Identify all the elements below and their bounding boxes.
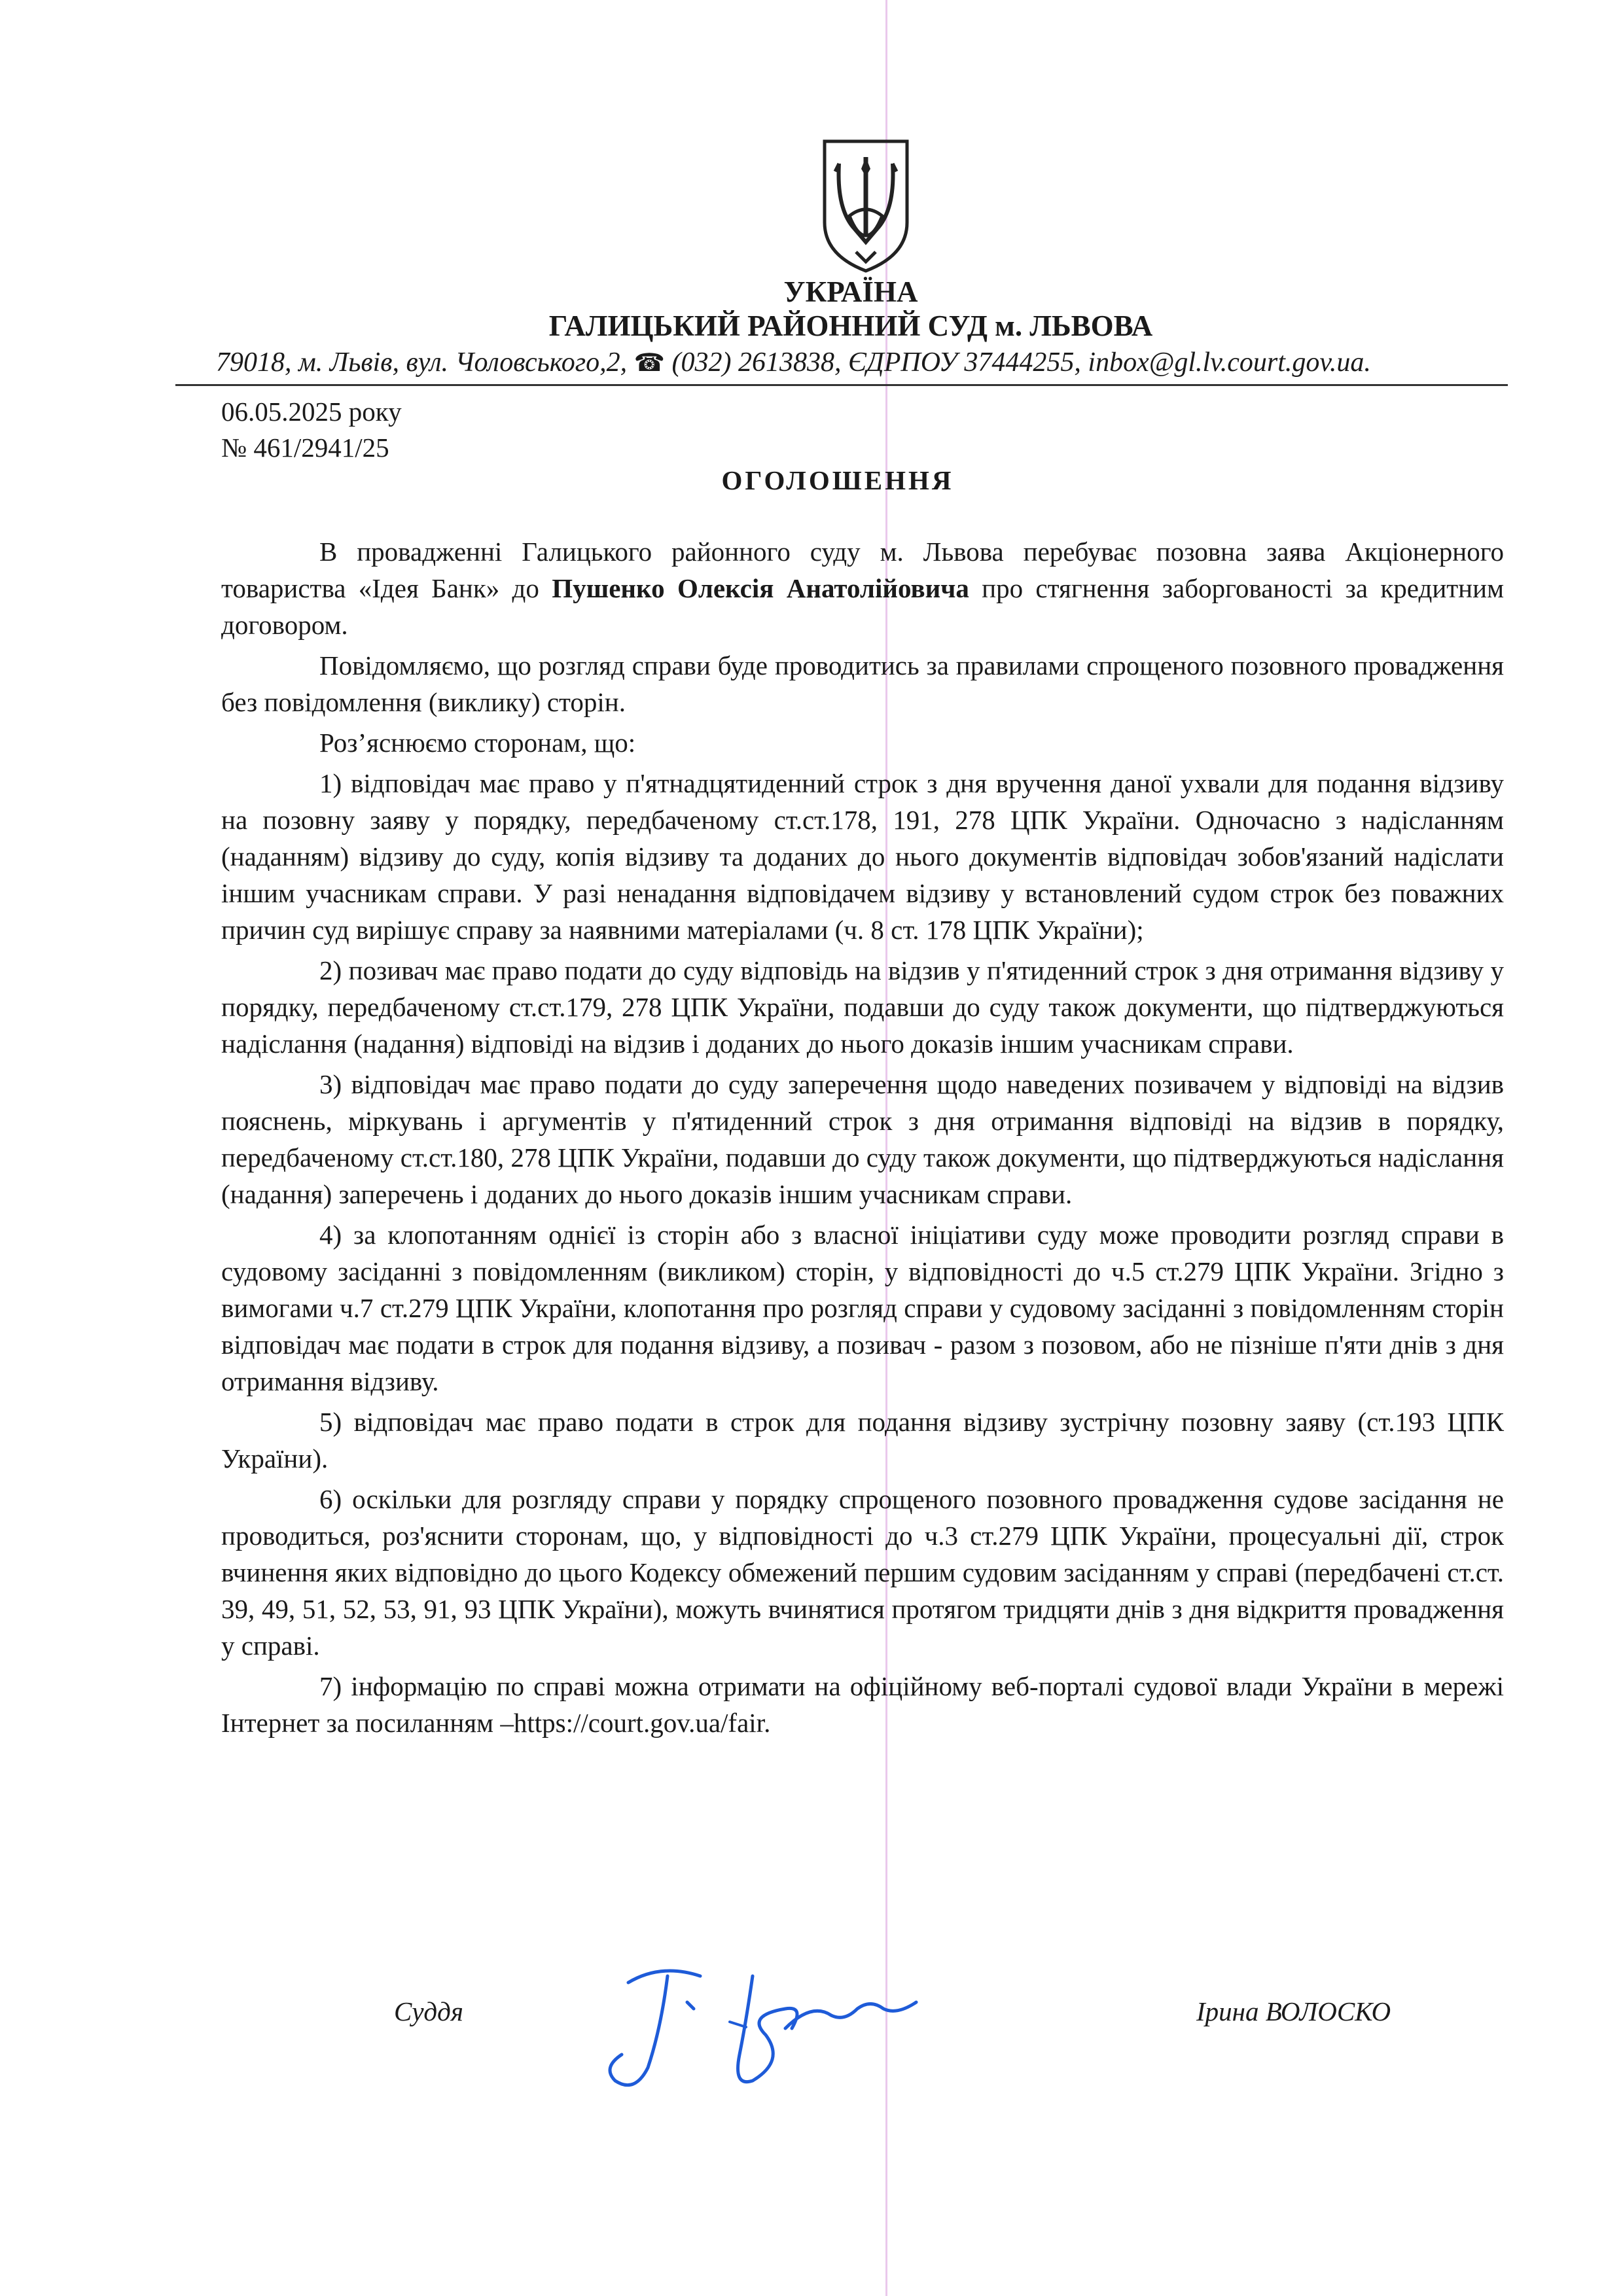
court-heading: ГАЛИЦЬКИЙ РАЙОННИЙ СУД м. ЛЬВОВА: [548, 309, 1153, 342]
court-address: [216, 347, 1479, 378]
list-item: 3) відповідач має право подати до суду заперечення щодо наведених позивачем у відповіді на відзив пояснень, міркувань і аргументів у п'ятиденний строк з дня отримання відповіді на відзив в порядку, передбаченому ст.ст.180, 278 ЦПК України, подавши до суду також документи, що підтверджуються надіслання (надання) заперечень і доданих до нього доказів іншим учасникам справи.: [221, 1069, 1504, 1209]
list-item: 5) відповідач має право подати в строк для подання відзиву зустрічну позовну заяву (ст.193 ЦПК України).: [221, 1407, 1504, 1474]
judge-label: Суддя: [394, 1996, 463, 2026]
list-item: 7) інформацію по справі можна отримати на офіційному веб-порталі судової влади України в мережі Інтернет за посиланням –https://court.gov.ua/fair.: [221, 1671, 1504, 1738]
document-date: 06.05.2025 року: [221, 397, 402, 427]
phone-icon: ☎: [633, 349, 665, 377]
list-item: 6) оскільки для розгляду справи у порядку спрощеного позовного провадження судове засідання не проводиться, роз'яснити сторонам, що, у відповідності до ч.3 ст.279 ЦПК України, процесуальні дії, строк вчинення яких відповідно до цього Кодексу обмежений першим судовим засіданням у справі (передбачені ст.ст. 39, 49, 51, 52, 53, 91, 93 ЦПК України), можуть вчинятися протягом тридцяти днів з дня відкриття провадження у справі.: [221, 1484, 1504, 1661]
notice-paragraph: Повідомляємо, що розгляд справи буде проводитись за правилами спрощеного позовного провадження без повідомлення (виклику) сторін.: [221, 650, 1504, 717]
case-number: № 461/2941/25: [221, 433, 389, 463]
address-line-2: (032) 2613838, ЄДРПОУ 37444255, inbox@gl.lv.court.gov.ua.: [664, 347, 1371, 378]
signature-block: [0, 1956, 1623, 2127]
list-item: 1) відповідач має право у п'ятнадцятиденний строк з дня вручення даної ухвали для подання відзиву на позовну заяву у порядку, передбаченому ст.ст.178, 191, 278 ЦПК України. Одночасно з надісланням (наданням) відзиву до суду, копія відзиву та доданих до нього документів відповідач зобов'язаний надіслати іншим учасникам справи. У разі ненадання відповідачем відзиву у встановлений судом строк без поважних причин суд вирішує справу за наявними матеріалами (ч. 8 ст. 178 ЦПК України);: [221, 768, 1504, 945]
intro-text-a: В провадженні Галицького районного суду м. Львова перебуває позовна заява Акціонерного товариства «Ідея Банк» до: [221, 537, 1504, 603]
country-heading: УКРАЇНА: [783, 275, 918, 308]
judge-name: Ірина ВОЛОСКО: [1196, 1996, 1391, 2026]
list-item: 4) за клопотанням однієї із сторін або з власної ініціативи суду може проводити розгляд справи в судовому засіданні з повідомленням (викликом) сторін, у відповідності до ч.5 ст.279 ЦПК України. Згідно з вимогами ч.7 ст.279 ЦПК України, клопотання про розгляд справи у судовому засіданні з повідомленням сторін відповідач має подати в строк для подання відзиву, а позивач - разом з позовом, або не пізніше п'яти днів з дня отримання відзиву.: [221, 1220, 1504, 1396]
intro-paragraph: [221, 533, 1504, 643]
address-line-1: 79018, м. Львів, вул. Чоловського,2,: [216, 347, 634, 378]
defendant-name: Пушенко Олексія Анатолійовича: [552, 573, 969, 603]
trident-icon: [817, 137, 915, 275]
list-item: 2) позивач має право подати до суду відповідь на відзив у п'ятиденний строк з дня отримання відзиву у порядку, передбаченому ст.ст.179, 278 ЦПК України, подавши до суду також документи, що підтверджуються надіслання (надання) відповіді на відзив і доданих до нього доказів іншим учасникам справи.: [221, 955, 1504, 1059]
document-title: ОГОЛОШЕННЯ: [721, 465, 954, 495]
header-divider: [175, 384, 1508, 386]
document-body: [221, 533, 1504, 1745]
signature-mark: [589, 1956, 955, 2113]
explain-paragraph: Роз’яснюємо сторонам, що:: [319, 728, 636, 758]
intro-text-b: про стягнення заборгованості за кредитним договором.: [221, 573, 1505, 640]
